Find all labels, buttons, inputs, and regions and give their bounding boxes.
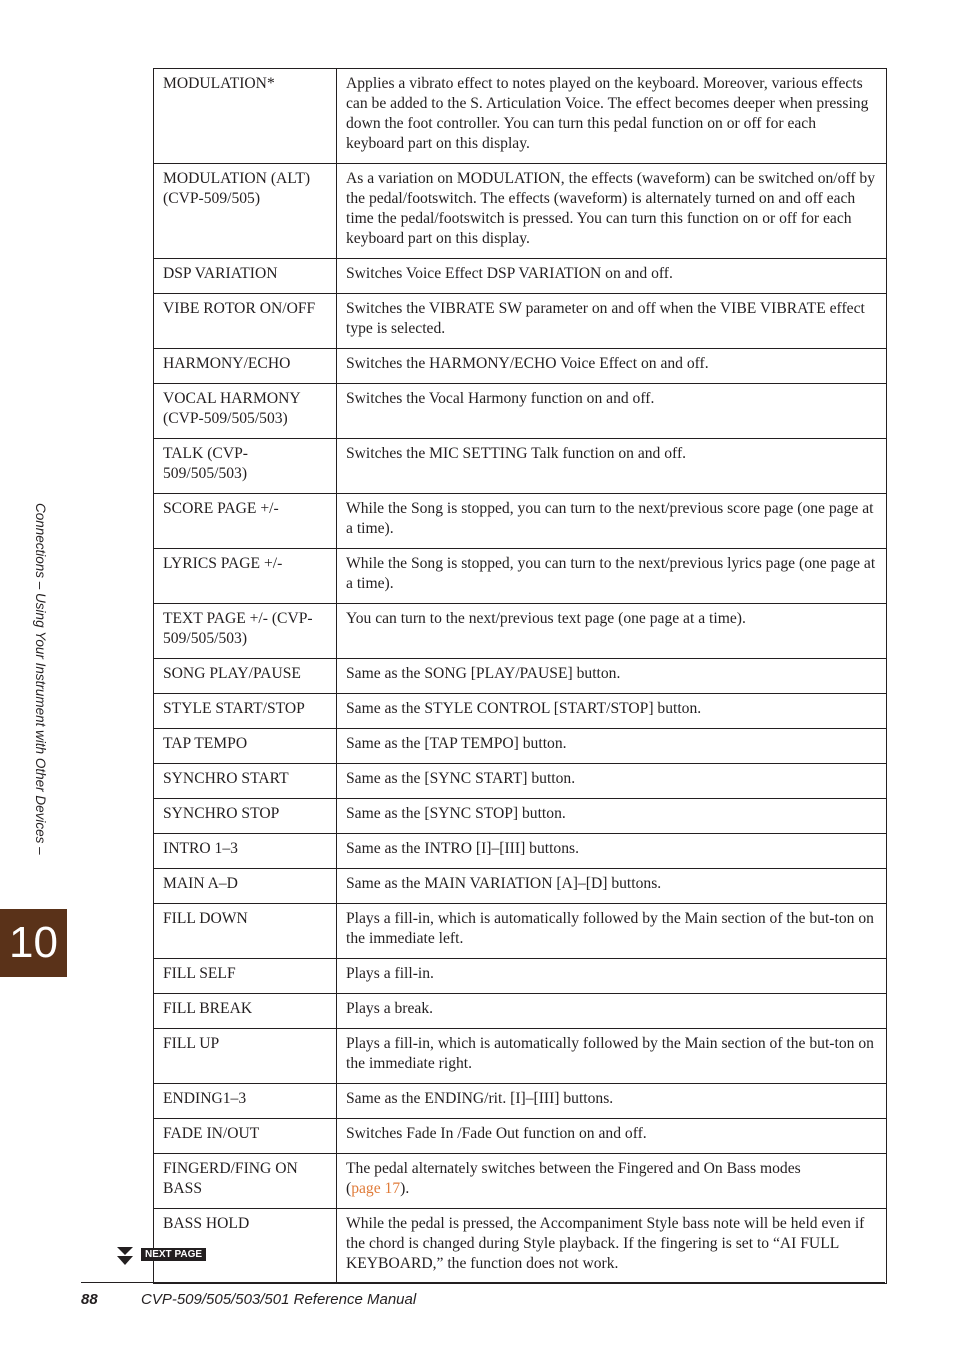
function-description: Switches Voice Effect DSP VARIATION on and off. [337, 259, 887, 294]
table-row [154, 1209, 887, 1284]
function-name: FILL DOWN [154, 904, 337, 959]
description-text: The pedal alternately switches between the Fingered and On Bass modes [346, 1160, 801, 1177]
table-row [154, 604, 887, 659]
function-name: SONG PLAY/PAUSE [154, 659, 337, 694]
function-name: LYRICS PAGE +/- [154, 549, 337, 604]
page-17-link[interactable]: page 17 [351, 1180, 401, 1197]
function-name: FILL UP [154, 1029, 337, 1084]
manual-title: CVP-509/505/503/501 Reference Manual [141, 1291, 417, 1308]
function-name: DSP VARIATION [154, 259, 337, 294]
table-row [154, 259, 887, 294]
table-row [154, 694, 887, 729]
function-name: FILL BREAK [154, 994, 337, 1029]
next-page-label: NEXT PAGE [141, 1248, 206, 1261]
function-name: INTRO 1–3 [154, 834, 337, 869]
function-description: Plays a fill-in, which is automatically followed by the Main section of the but-ton on the immediate right. [337, 1029, 887, 1084]
function-name: TAP TEMPO [154, 729, 337, 764]
function-description: Same as the [TAP TEMPO] button. [337, 729, 887, 764]
function-name: SYNCHRO START [154, 764, 337, 799]
double-chevron-down-icon [117, 1246, 133, 1266]
table-row [154, 1119, 887, 1154]
table-row [154, 764, 887, 799]
table-row [154, 994, 887, 1029]
function-description: You can turn to the next/previous text page (one page at a time). [337, 604, 887, 659]
pedal-function-table [153, 68, 887, 1284]
function-name: MAIN A–D [154, 869, 337, 904]
function-name: TALK (CVP-509/505/503) [154, 439, 337, 494]
function-name: SCORE PAGE +/- [154, 494, 337, 549]
table-row [154, 1154, 887, 1209]
table-row [154, 904, 887, 959]
table-row [154, 834, 887, 869]
function-description: Same as the [SYNC START] button. [337, 764, 887, 799]
function-description: Switches the Vocal Harmony function on and off. [337, 384, 887, 439]
function-name: MODULATION (ALT) (CVP-509/505) [154, 164, 337, 259]
table-row [154, 729, 887, 764]
function-description: Same as the [SYNC STOP] button. [337, 799, 887, 834]
function-name: MODULATION* [154, 69, 337, 164]
function-description [337, 1154, 887, 1209]
table-row [154, 164, 887, 259]
table-row [154, 384, 887, 439]
table-row [154, 1084, 887, 1119]
function-description: Same as the ENDING/rit. [I]–[III] buttons. [337, 1084, 887, 1119]
function-description: While the Song is stopped, you can turn to the next/previous score page (one page at a time). [337, 494, 887, 549]
table-row [154, 494, 887, 549]
function-description: As a variation on MODULATION, the effects (waveform) can be switched on/off by the pedal/footswitch. The effects (waveform) is alternately turned on and off each time the pedal/footswitch is pressed. You can turn this function on or off for each keyboard part on this display. [337, 164, 887, 259]
table-row [154, 799, 887, 834]
function-description: Same as the INTRO [I]–[III] buttons. [337, 834, 887, 869]
function-description: Switches the VIBRATE SW parameter on and off when the VIBE VIBRATE effect type is selected. [337, 294, 887, 349]
function-description: While the pedal is pressed, the Accompaniment Style bass note will be held even if the chord is changed during Style playback. If the fingering is set to “AI FULL KEYBOARD,” the function does not work. [337, 1209, 887, 1284]
table-row [154, 549, 887, 604]
function-description: Plays a fill-in. [337, 959, 887, 994]
function-name: FADE IN/OUT [154, 1119, 337, 1154]
function-name: FILL SELF [154, 959, 337, 994]
paren-open: ( [346, 1180, 352, 1197]
function-name: TEXT PAGE +/- (CVP-509/505/503) [154, 604, 337, 659]
function-description: Switches the MIC SETTING Talk function on and off. [337, 439, 887, 494]
function-description: Switches Fade In /Fade Out function on and off. [337, 1119, 887, 1154]
table-row [154, 294, 887, 349]
table-row [154, 659, 887, 694]
function-description: Plays a break. [337, 994, 887, 1029]
function-name: ENDING1–3 [154, 1084, 337, 1119]
function-name: VOCAL HARMONY (CVP-509/505/503) [154, 384, 337, 439]
chapter-tab: 10 [0, 909, 67, 977]
table-row [154, 349, 887, 384]
table-row [154, 69, 887, 164]
function-description: Same as the SONG [PLAY/PAUSE] button. [337, 659, 887, 694]
function-description: Plays a fill-in, which is automatically followed by the Main section of the but-ton on the immediate left. [337, 904, 887, 959]
footer-divider [81, 1282, 885, 1283]
function-name: BASS HOLD [154, 1209, 337, 1284]
function-description: While the Song is stopped, you can turn to the next/previous lyrics page (one page at a time). [337, 549, 887, 604]
table-row [154, 439, 887, 494]
function-name: STYLE START/STOP [154, 694, 337, 729]
table-row [154, 959, 887, 994]
function-name: FINGERD/FING ON BASS [154, 1154, 337, 1209]
table-row [154, 869, 887, 904]
function-description: Same as the MAIN VARIATION [A]–[D] buttons. [337, 869, 887, 904]
chapter-side-label: Connections – Using Your Instrument with Other Devices – [33, 503, 48, 855]
function-description: Same as the STYLE CONTROL [START/STOP] button. [337, 694, 887, 729]
paren-close: ). [400, 1180, 410, 1197]
page-number: 88 [81, 1291, 98, 1308]
function-name: VIBE ROTOR ON/OFF [154, 294, 337, 349]
function-description: Switches the HARMONY/ECHO Voice Effect on and off. [337, 349, 887, 384]
function-name: HARMONY/ECHO [154, 349, 337, 384]
function-description: Applies a vibrato effect to notes played on the keyboard. Moreover, various effects can be added to the S. Articulation Voice. The effect becomes deeper when pressing down the foot controller. You can turn this pedal function on or off for each keyboard part on this display. [337, 69, 887, 164]
function-name: SYNCHRO STOP [154, 799, 337, 834]
table-row [154, 1029, 887, 1084]
